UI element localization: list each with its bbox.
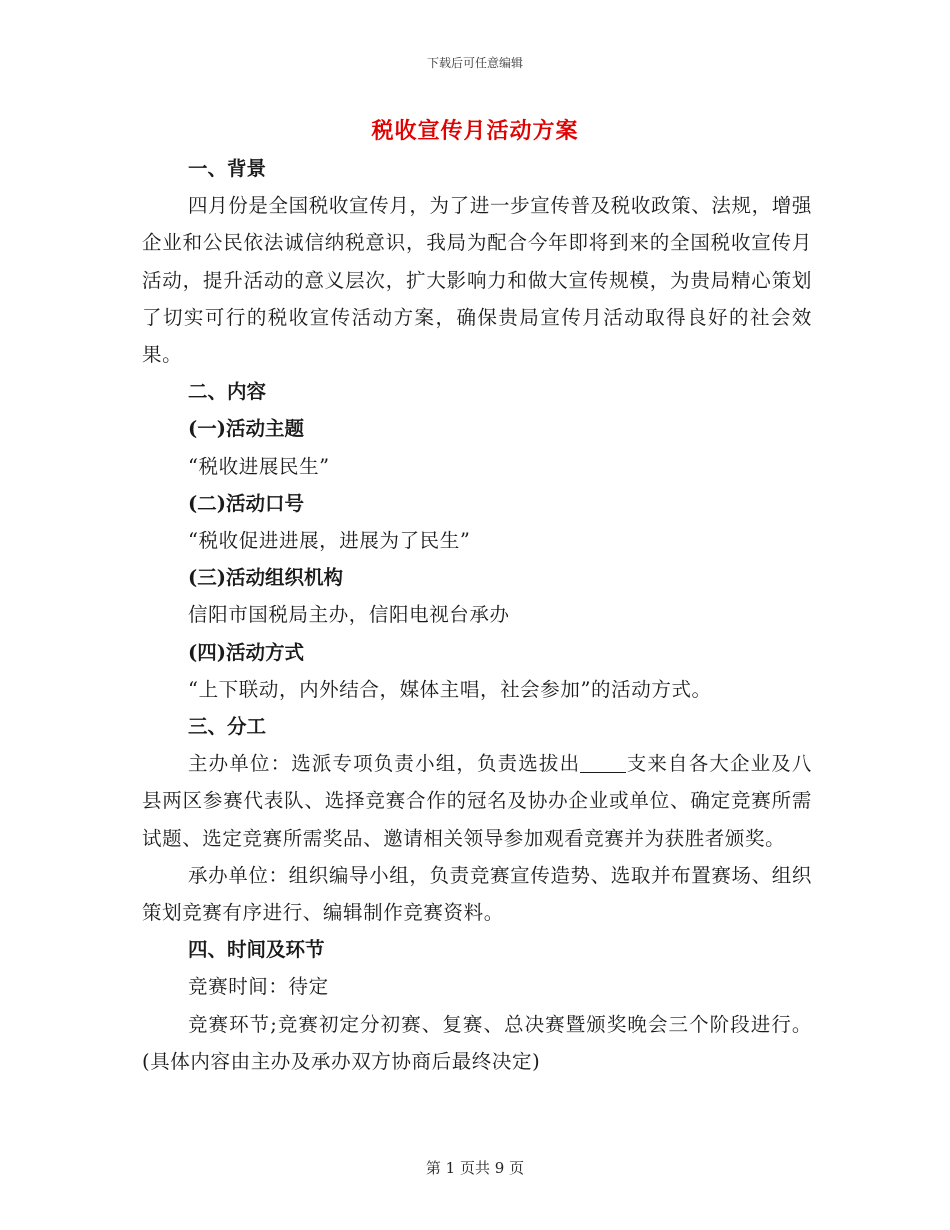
slogan-text: “税收促进进展，进展为了民生” [188,529,471,553]
theme-text: “税收进展民生” [188,454,330,478]
fill-in-blank [580,753,626,774]
host-text-start: 主办单位：选派专项负责小组，负责选拔出 [188,752,581,776]
background-paragraph: 四月份是全国税收宣传月，为了进一步宣传普及税收政策、法规，增强企业和公民依法诚信纳税意识，我局为配合今年即将到来的全国税收宣传月活动，提升活动的意义层次，扩大影响力和做大宣传规模，为贵局精心策划了切实可行的税收宣传活动方案，确保贵局宣传月活动取得良好的社会效果。 [142,194,812,367]
organization-text: 信阳市国税局主办，信阳电视台承办 [188,603,510,627]
stage-paragraph: 竞赛环节;竞赛初定分初赛、复赛、总决赛暨颁奖晚会三个阶段进行。(具体内容由主办及承办双方协商后最终决定) [142,1012,812,1073]
document-title: 税收宣传月活动方案 [371,118,579,144]
time-text: 竞赛时间：待定 [188,975,329,999]
page-footer: 第 1 页共 9 页 [425,1159,525,1177]
section-heading-division: 三、分工 [188,715,267,739]
host-text-end: 支来自各大企业及八县两区参赛代表队、选择竞赛合作的冠名及协办企业或单位、确定竞赛所需试题、选定竞赛所需奖品、邀请相关领导参加观看竞赛并为获胜者颁奖。 [142,752,813,850]
mode-text: “上下联动，内外结合，媒体主唱，社会参加”的活动方式。 [188,677,712,701]
subheading-organization: (三)活动组织机构 [188,566,343,590]
subheading-slogan: (二)活动口号 [188,491,304,515]
section-heading-time: 四、时间及环节 [188,938,325,962]
subheading-mode: (四)活动方式 [188,640,304,664]
section-heading-content: 二、内容 [188,380,267,404]
subheading-theme: (一)活动主题 [188,417,304,441]
host-paragraph [142,745,812,857]
co-organizer-paragraph: 承办单位：组织编导小组，负责竞赛宣传造势、选取并布置赛场、组织策划竞赛有序进行、编辑制作竞赛资料。 [142,863,812,925]
section-heading-background: 一、背景 [188,157,267,180]
header-note: 下载后可任意编辑 [426,56,523,70]
document-body [142,150,812,1080]
